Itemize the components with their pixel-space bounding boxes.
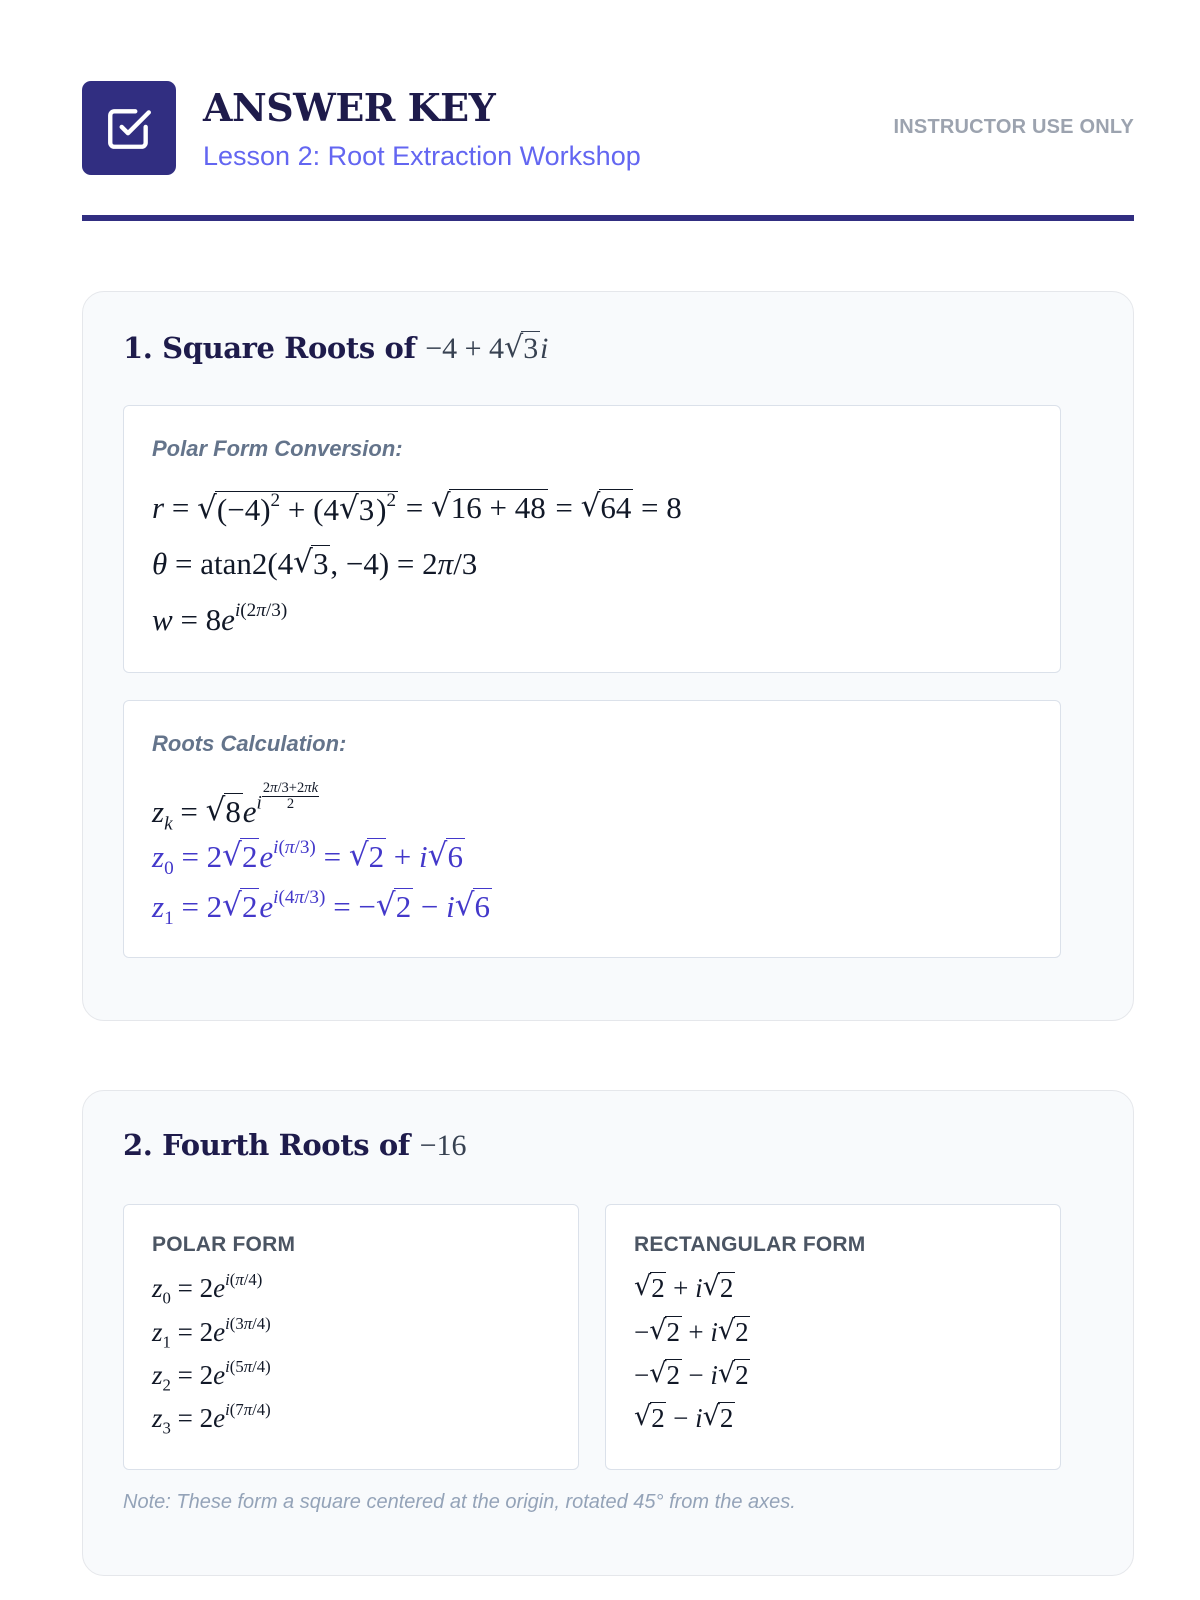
roots-calculation-card [123, 700, 1061, 958]
card-label: Polar Form Conversion: [152, 436, 403, 461]
polar-form-column [123, 1204, 579, 1470]
column-label: POLAR FORM [152, 1233, 296, 1256]
rect-root-z2: −√ 2 − i√ 2 [634, 1360, 750, 1391]
rect-root-z1: −√ 2 + i√ 2 [634, 1317, 750, 1348]
rect-root-z0: √ 2 + i√ 2 [634, 1273, 735, 1304]
polar-root-z3: $z_3 = 2e^{i(7\pi/4)}$ [152, 1399, 271, 1438]
answer-key-header [82, 81, 1134, 223]
math-line-modulus: r = √ $(-4)^2 + (4√$ 3)$^2$ = √ 16 + 48 = √ 64 = 8 [152, 490, 682, 528]
polar-root-z1: $z_1 = 2e^{i(3\pi/4)}$ [152, 1313, 271, 1352]
math-line-root-z0: $z_0 = 2√$ $2e^{i(\pi/3)}$ = √ 2 + i√ 6 [152, 839, 465, 880]
math-line-argument: θ = atan2(4√ 3, −4) = 2π/3 [152, 546, 477, 582]
rectangular-form-column [605, 1204, 1061, 1470]
section-title [123, 1128, 467, 1163]
instructor-badge: INSTRUCTOR USE ONLY [893, 116, 1134, 138]
page-title: ANSWER KEY [203, 85, 496, 130]
section-title [123, 331, 548, 366]
math-line-root-z1: $z_1 = 2√$ $2e^{i(4\pi/3)}$ = −√ 2 − i√ 6 [152, 889, 492, 930]
math-line-general-root: $z_k$ = √ $8e^i$ $\frac{2\pi/3+2\pi k}{2}$ [152, 781, 319, 835]
section-title-prefix: 1. Square Roots of [123, 331, 426, 365]
section-title-expression: −4 + 4√ 3i [425, 332, 548, 365]
checkbox-icon [82, 81, 176, 175]
header-divider [82, 215, 1134, 221]
column-label: RECTANGULAR FORM [634, 1233, 866, 1256]
polar-conversion-card [123, 405, 1061, 673]
section-fourth-roots [82, 1090, 1134, 1576]
math-line-exponential: $w = 8e^{i(2\pi/3)}$ [152, 600, 288, 637]
rect-root-z3: √ 2 − i√ 2 [634, 1403, 735, 1434]
polar-root-z0: $z_0 = 2e^{i(\pi/4)}$ [152, 1269, 263, 1308]
geometry-note: Note: These form a square centered at the origin, rotated 45° from the axes. [123, 1491, 796, 1513]
section-square-roots [82, 291, 1134, 1021]
lesson-subtitle: Lesson 2: Root Extraction Workshop [203, 141, 641, 171]
polar-root-z2: $z_2 = 2e^{i(5\pi/4)}$ [152, 1356, 271, 1395]
section-title-expression: −16 [419, 1129, 467, 1162]
card-label: Roots Calculation: [152, 731, 347, 756]
section-title-prefix: 2. Fourth Roots of [123, 1128, 420, 1162]
